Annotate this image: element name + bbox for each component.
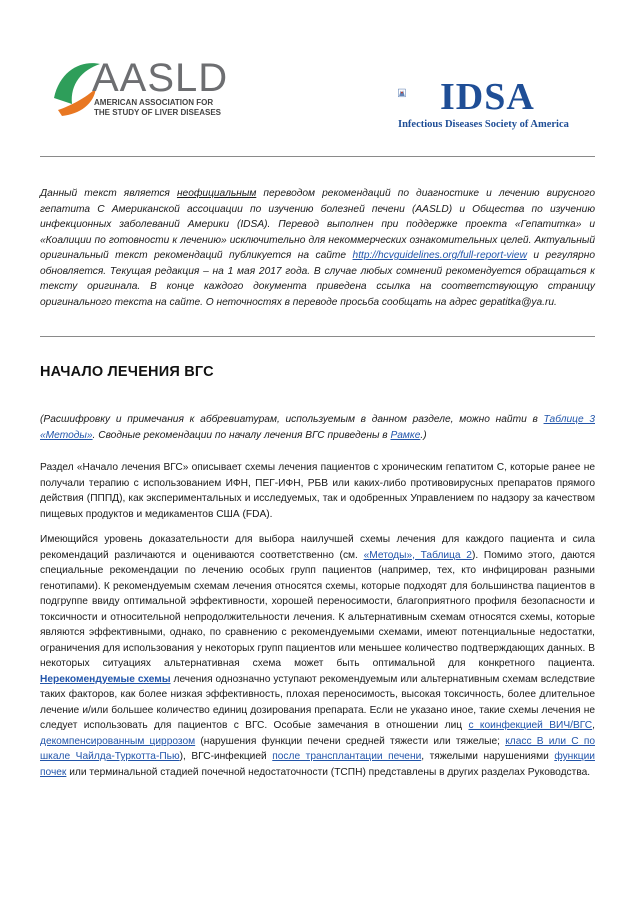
note-text-2: . Сводные рекомендации по началу лечения ВГС приведены в <box>92 429 391 441</box>
idsa-emblem-icon <box>398 72 438 117</box>
note-text-1: (Расшифровку и примечания к аббревиатурам, используемым в данном разделе, можно найти в <box>40 414 544 425</box>
aasld-name: AASLD <box>92 56 229 100</box>
bottom-divider <box>40 336 595 337</box>
p2-text-7: , тяжелыми нарушениями <box>421 751 555 762</box>
p2-text-4: , <box>592 720 595 731</box>
paragraph-1 <box>40 460 595 522</box>
methods-table-link[interactable]: Таблице 3 «Методы» <box>40 414 595 441</box>
not-recommended-link[interactable]: Нерекомендуемые схемы <box>40 673 171 685</box>
methods-table2-link[interactable]: «Методы», Таблица 2 <box>363 549 472 561</box>
decompensated-cirrhosis-link[interactable]: декомпенсированным циррозом <box>40 735 196 747</box>
idsa-subtitle: Infectious Diseases Society of America <box>398 119 569 130</box>
idsa-name: IDSA <box>440 76 535 118</box>
hiv-coinfection-link[interactable]: с коинфекцией ВИЧ/ВГС <box>468 720 593 731</box>
box-link[interactable]: Рамке <box>390 429 421 441</box>
p2-text-8: или терминальной стадией почечной недостаточности (ТСПН) представлены в других разделах Руководства. <box>66 766 591 778</box>
note-text-3: .) <box>420 429 427 441</box>
intro-unofficial: неофициальным <box>176 188 257 199</box>
paragraph-2 <box>40 532 595 780</box>
aasld-wordmark <box>92 58 228 118</box>
section-title: НАЧАЛО ЛЕЧЕНИЯ ВГС <box>40 364 214 380</box>
p2-text-3: лечения однозначно уступают рекомендуемым или альтернативным схемам вследствие таких факторов, как более низкая эффективность, плохая переносимость, высокая токсичность, более длительное лечение и/или большее количество единиц дозирования препарата. Если не указано иное, такие схемы лечения не следует использовать для пациентов с ВГС. Особые замечания в отношении лиц <box>40 673 596 731</box>
p2-text-6: ), ВГС-инфекцией <box>179 751 273 762</box>
aasld-subtitle-line1: AMERICAN ASSOCIATION FOR <box>94 98 214 107</box>
aasld-subtitle-line2: THE STUDY OF LIVER DISEASES <box>94 108 221 117</box>
p2-text-1: Имеющийся уровень доказательности для выбора наилучшей схемы лечения для каждого пациента и сила рекомендаций различаются и оцениваются соответственно (см. <box>40 534 595 561</box>
intro-text-1: Данный текст является <box>40 188 177 199</box>
abbreviations-note <box>40 412 595 443</box>
paragraph-1-text: Раздел «Начало лечения ВГС» описывает схемы лечения пациентов с хроническим гепатитом С, которые ранее не получали терапию с использованием ИФН, ПЕГ-ИФН, РБВ или каких-либо противовирусных препаратов прямого действия (ПППД), как экспериментальных и исследуемых, так и одобренных Управлением по надзору за качеством пищевых продуктов и медикаментов США (FDA). <box>40 462 595 520</box>
p2-text-5: (нарушения функции печени средней тяжести или тяжелые; <box>195 735 506 747</box>
p2-text-2: ). Помимо этого, даются специальные рекомендации по лечению особых групп пациентов (например, тех, кто инфицирован разными генотипами). К рекомендуемым схемам лечения относятся схемы, которые подходят для большинства пациентов в подгруппе ввиду оптимальной эффективности, хорошей переносимости, благоприятного профиля безопасности и токсичности и относительной непродолжительности лечения. К альтернативным схемам относятся схемы, которые являются эффективными, однако, по сравнению с рекомендуемыми схемами, имеют потенциальные недостатки, ограничения для использования у некоторых групп пациентов или меньшее количество подтверждающих данных. В некоторых ситуациях альтернативная схема может быть оптимальной для конкретного пациента. <box>40 549 596 669</box>
top-divider <box>40 156 595 157</box>
header-logos <box>0 0 638 150</box>
disclaimer-paragraph <box>40 186 595 310</box>
intro-text-3: и регулярно обновляется. Текущая редакция – на 1 мая 2017 года. В случае любых сомнений рекомендуется обращаться к тексту оригинала. В конце каждого документа приведена ссылка на соответствующую страницу оригинального текста на сайте. О неточностях в переводе просьба сообщать на адрес gepatitka@ya.ru. <box>40 250 595 308</box>
child-pugh-link[interactable]: класс В или С по шкале Чайлда-Туркотта-Пью <box>40 735 596 762</box>
renal-function-link[interactable]: функции почек <box>40 751 595 778</box>
liver-transplant-link[interactable]: после трансплантации печени <box>272 751 422 762</box>
hcvguidelines-link[interactable]: http://hcvguidelines.org/full-report-view <box>352 250 527 261</box>
intro-text-2: переводом рекомендаций по диагностике и лечению вирусного гепатита С Американской ассоциации по изучению болезней печени (AASLD) и Общества по изучению инфекционных заболеваний Америки (IDSA). Перевод выполнен при поддержке проекта «Гепатитка» и «Коалиции по готовности к лечению» исключительно для некоммерческих ознакомительных целей. Актуальный оригинальный текст рекомендаций публикуется на сайте <box>40 188 595 261</box>
